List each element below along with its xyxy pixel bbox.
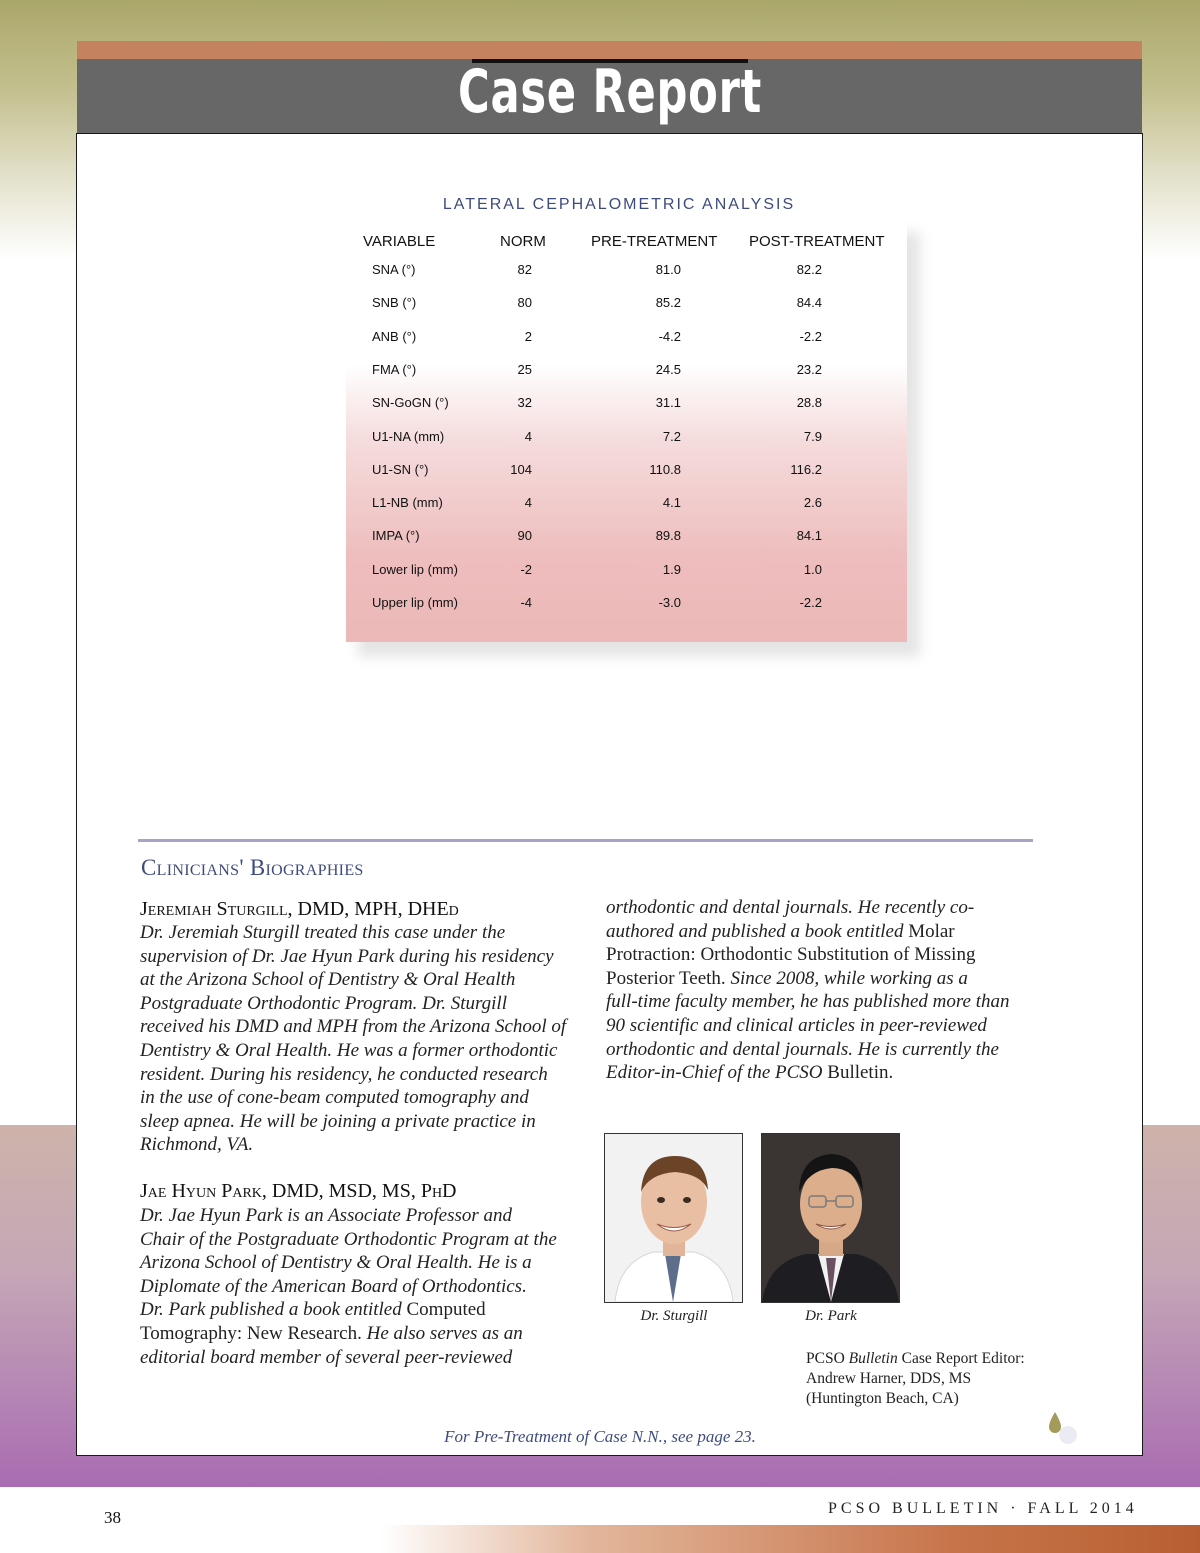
table-cell-variable: U1-SN (°) — [372, 461, 429, 477]
bio-line: Diplomate of the American Board of Orthodontics. — [140, 1275, 527, 1297]
table-cell-value: -2.2 — [799, 328, 822, 344]
page-number: 38 — [104, 1508, 121, 1527]
table-cell-variable: Upper lip (mm) — [372, 595, 458, 610]
park-photo-caption: Dr. Park — [805, 1308, 857, 1324]
bio-line — [606, 920, 1036, 944]
table-cell-variable: L1-NB (mm) — [372, 495, 443, 511]
table-cell-value: 82.2 — [796, 262, 822, 277]
table-cell-value: 80 — [517, 295, 532, 311]
bio-text: Editor-in-Chief of the PCSO — [606, 1062, 823, 1084]
table-cell-value: 90 — [517, 528, 532, 544]
table-cell-value: 28.8 — [796, 395, 822, 411]
table-cell-value: -3.0 — [658, 595, 681, 610]
table-cell-value: -4 — [520, 595, 532, 610]
table-title: LATERAL CEPHALOMETRIC ANALYSIS — [442, 196, 796, 213]
table-cell-value: 7.2 — [662, 428, 681, 444]
table-cell-value: 31.1 — [655, 395, 681, 411]
bio-line: Postgraduate Orthodontic Program. Dr. Sturgill — [140, 992, 507, 1014]
table-cell-value: 2 — [524, 328, 532, 344]
sturgill-photo — [604, 1133, 743, 1303]
table-cell-variable: U1-NA (mm) — [372, 428, 445, 444]
sturgill-name: Jeremiah Sturgill, DMD, MPH, DHEd — [140, 898, 459, 920]
bio-line: at the Arizona School of Dentistry & Oral Health — [140, 969, 516, 991]
bio-line: sleep apnea. He will be joining a private practice in — [140, 1110, 536, 1132]
bulletin-title: Bulletin — [848, 1350, 898, 1367]
editor-line — [806, 1349, 1025, 1369]
bio-line: orthodontic and dental journals. He recently co- — [606, 897, 975, 918]
park-name: Jae Hyun Park, DMD, MSD, MS, PhD — [140, 1180, 457, 1202]
bio-line: in the use of cone-beam computed tomography and — [140, 1087, 529, 1109]
table-cell-variable: Lower lip (mm) — [372, 561, 458, 577]
bio-text: authored and published a book entitled — [606, 920, 909, 942]
bio-line: editorial board member of several peer-reviewed — [140, 1346, 513, 1368]
table-cell-value: 84.1 — [796, 528, 822, 544]
bio-line — [606, 967, 1036, 991]
bio-line — [606, 1061, 1036, 1085]
column-header-variable: VARIABLE — [363, 233, 436, 250]
bio-line: received his DMD and MPH from the Arizona School of — [140, 1016, 567, 1038]
table-cell-value: 84.4 — [796, 295, 822, 311]
table-cell-value: 89.8 — [655, 528, 681, 544]
table-cell-value: 116.2 — [790, 461, 822, 477]
bio-line: orthodontic and dental journals. He is currently the — [606, 1038, 999, 1060]
table-cell-value: 4 — [524, 428, 532, 444]
bio-line: 90 scientific and clinical articles in peer-reviewed — [606, 1014, 987, 1036]
see-page-note: For Pre-Treatment of Case N.N., see page 23. — [444, 1427, 756, 1446]
case-report-editor-credit — [806, 1349, 1025, 1409]
footer-stripe — [380, 1525, 1200, 1553]
bio-text: He also serves as an — [361, 1322, 523, 1344]
table-cell-value: 23.2 — [796, 361, 822, 377]
column-header-post-treatment: POST-TREATMENT — [749, 233, 885, 250]
bio-section-heading: Clinicians' Biographies — [141, 855, 364, 880]
sturgill-photo-caption: Dr. Sturgill — [640, 1308, 708, 1324]
table-cell-variable: SNB (°) — [372, 295, 417, 311]
bio-line: supervision of Dr. Jae Hyun Park during his residency — [140, 945, 554, 967]
table-cell-value: 81.0 — [655, 262, 681, 277]
bio-line: Dr. Jeremiah Sturgill treated this case under the — [140, 922, 506, 943]
park-photo — [761, 1133, 900, 1303]
park-bio — [140, 1204, 590, 1369]
table-cell-value: 24.5 — [655, 361, 681, 377]
table-cell-value: 1.0 — [803, 561, 822, 577]
bio-line: Chair of the Postgraduate Orthodontic Program at the — [140, 1228, 557, 1250]
table-cell-value: 104 — [510, 461, 532, 477]
table-cell-value: -2.2 — [799, 595, 822, 610]
table-cell-value: 2.6 — [803, 495, 822, 511]
bio-text: Since 2008, while working as a — [725, 967, 968, 989]
book-title: Computed — [406, 1299, 486, 1321]
column-header-norm: NORM — [500, 233, 546, 250]
bio-line: Dr. Jae Hyun Park is an Associate Professor and — [140, 1205, 513, 1226]
book-title: Tomography: New Research. — [140, 1322, 362, 1344]
table-cell-value: 25 — [517, 361, 532, 377]
table-cell-variable: SN-GoGN (°) — [372, 395, 449, 411]
journal-title: Bulletin. — [822, 1062, 894, 1084]
table-cell-value: 4.1 — [662, 495, 681, 511]
table-cell-value: 82 — [517, 262, 532, 277]
table-cell-value: 4 — [524, 495, 532, 511]
table-cell-variable: ANB (°) — [372, 328, 417, 344]
bio-line — [140, 1322, 590, 1346]
table-cell-value: 110.8 — [649, 461, 681, 477]
table-cell-value: -2 — [520, 561, 532, 577]
bio-text: Dr. Park published a book entitled — [140, 1299, 407, 1321]
table-cell-value: 32 — [517, 395, 532, 411]
table-cell-variable: SNA (°) — [372, 262, 416, 277]
bio-section-rule — [138, 839, 1033, 842]
column-header-pre-treatment: PRE-TREATMENT — [591, 233, 718, 250]
bio-line: resident. During his residency, he conducted research — [140, 1063, 548, 1085]
table-cell-value: -4.2 — [658, 328, 681, 344]
book-title: Molar — [908, 920, 955, 942]
table-cell-value: 1.9 — [662, 561, 681, 577]
editor-line: (Huntington Beach, CA) — [806, 1390, 959, 1407]
sturgill-bio — [140, 921, 590, 1157]
bio-line: Dentistry & Oral Health. He was a former orthodontic — [140, 1039, 558, 1061]
bio-line — [140, 1298, 590, 1322]
table-cell-variable: FMA (°) — [372, 361, 417, 377]
running-title: PCSO BULLETIN · FALL 2014 — [828, 1500, 1138, 1517]
park-bio-continued — [606, 896, 1036, 1085]
table-cell-variable: IMPA (°) — [372, 528, 420, 544]
table-cell-value: 7.9 — [803, 428, 822, 444]
editor-line: Andrew Harner, DDS, MS — [806, 1370, 972, 1387]
editor-text: Case Report Editor: — [897, 1350, 1025, 1367]
book-title: Posterior Teeth. — [606, 967, 726, 989]
book-title: Protraction: Orthodontic Substitution of Missing — [606, 944, 976, 966]
editor-text: PCSO — [806, 1350, 849, 1367]
bio-line: full-time faculty member, he has published more than — [606, 991, 1010, 1013]
bio-line: Arizona School of Dentistry & Oral Health. He is a — [140, 1252, 532, 1274]
page-title: Case Report — [458, 57, 762, 127]
bio-line: Richmond, VA. — [140, 1134, 254, 1156]
table-cell-value: 85.2 — [655, 295, 681, 311]
